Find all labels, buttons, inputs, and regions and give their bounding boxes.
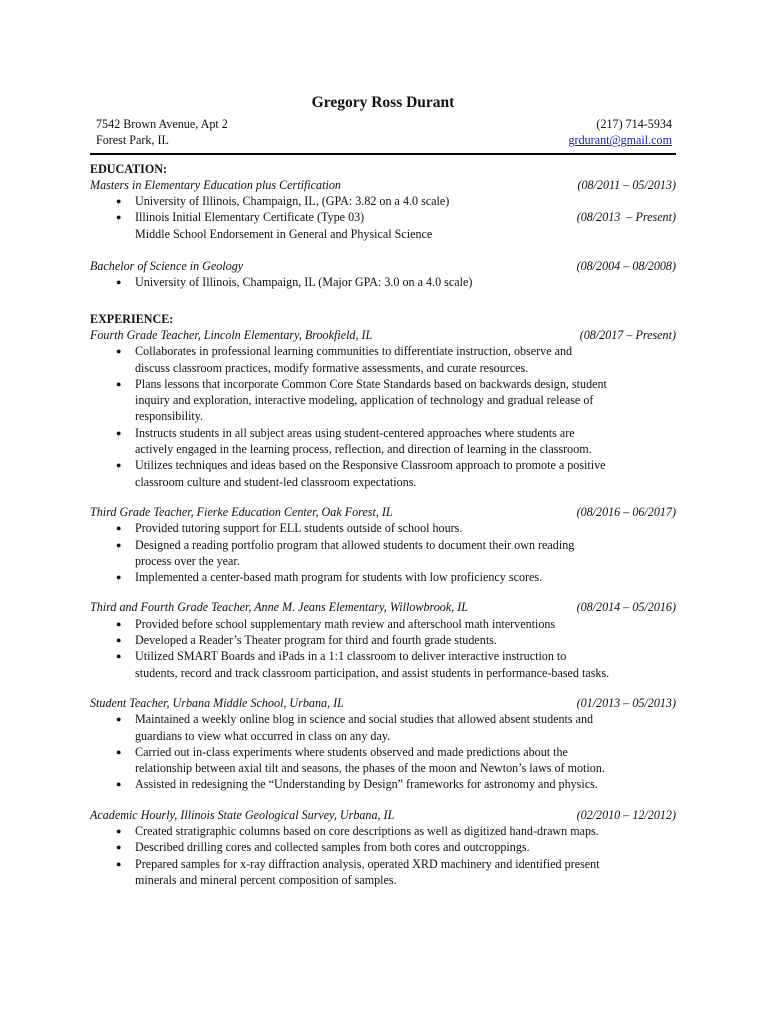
experience-heading: EXPERIENCE: — [90, 311, 174, 326]
bullet-line: Collaborates in professional learning communities to differentiate instruction, observe and — [135, 344, 573, 359]
bullet-icon: ● — [116, 779, 122, 790]
job-bullets — [90, 520, 676, 585]
address-block — [96, 116, 228, 149]
job-dates: (08/2014 – 05/2016) — [576, 600, 676, 615]
job-heading — [90, 599, 676, 615]
bullet-icon: ● — [116, 635, 122, 646]
list-item — [90, 537, 676, 570]
degree-title: Bachelor of Science in Geology — [90, 259, 244, 274]
degree-heading — [90, 177, 676, 193]
list-item — [90, 648, 676, 681]
job-bullets — [90, 823, 676, 888]
bullet-line: Developed a Reader’s Theater program for third and fourth grade students. — [135, 633, 497, 648]
bullet-icon: ● — [116, 523, 122, 534]
bullet-icon: ● — [116, 842, 122, 853]
job-heading — [90, 327, 676, 343]
bullet-icon: ● — [116, 212, 122, 223]
bullet-line: minerals and mineral percent composition of samples. — [135, 872, 397, 887]
email-link[interactable]: grdurant@gmail.com — [568, 133, 672, 148]
certificate-dates: (08/2013 – Present) — [576, 210, 676, 225]
education-heading: EDUCATION: — [90, 161, 168, 176]
job-dates: (08/2016 – 06/2017) — [576, 504, 676, 519]
experience-list — [90, 327, 676, 888]
degree-bullets — [90, 193, 676, 242]
list-item — [90, 425, 676, 458]
bullet-icon: ● — [116, 714, 122, 725]
bullet-icon: ● — [116, 746, 122, 757]
list-item — [90, 343, 676, 376]
job-dates: (01/2013 – 05/2013) — [576, 695, 676, 710]
degree-heading — [90, 258, 676, 274]
bullet-text: University of Illinois, Champaign, IL, (GPA: 3.82 on a 4.0 scale) — [135, 194, 450, 209]
bullet-line: responsibility. — [135, 409, 204, 424]
bullet-continuation: Middle School Endorsement in General and Physical Science — [135, 226, 433, 241]
list-item — [90, 632, 676, 648]
list-item — [90, 856, 676, 889]
job-title: Student Teacher, Urbana Middle School, Urbana, IL — [90, 695, 344, 710]
list-item — [90, 616, 676, 632]
bullet-text: Illinois Initial Elementary Certificate (Type 03) — [135, 210, 365, 225]
address-line-1: 7542 Brown Avenue, Apt 2 — [96, 117, 228, 131]
resume-page — [90, 93, 676, 888]
bullet-line: Instructs students in all subject areas using student-centered approaches where students are — [135, 425, 575, 440]
bullet-icon: ● — [116, 858, 122, 869]
job-bullets — [90, 711, 676, 792]
bullet-icon: ● — [116, 378, 122, 389]
bullet-icon: ● — [116, 572, 122, 583]
bullet-line: Designed a reading portfolio program that allowed students to document their own reading — [135, 537, 575, 552]
list-item — [90, 193, 676, 209]
job-bullets — [90, 343, 676, 490]
list-item — [90, 520, 676, 536]
bullet-text: University of Illinois, Champaign, IL (Major GPA: 3.0 on a 4.0 scale) — [135, 275, 473, 290]
bullet-icon: ● — [116, 539, 122, 550]
bullet-line: Implemented a center-based math program for students with low proficiency scores. — [135, 570, 543, 585]
bullet-line: Plans lessons that incorporate Common Core State Standards based on backwards design, student — [135, 376, 607, 391]
bullet-line: students, record and track classroom participation, and assist students in performance-based tasks. — [135, 665, 610, 680]
bullet-line: Provided tutoring support for ELL students outside of school hours. — [135, 521, 463, 536]
list-item — [90, 711, 676, 744]
address-line-2: Forest Park, IL — [96, 133, 169, 148]
job-bullets — [90, 616, 676, 681]
bullet-line: Described drilling cores and collected samples from both cores and outcroppings. — [135, 840, 530, 855]
degree-bullets — [90, 274, 676, 290]
bullet-line: Utilizes techniques and ideas based on the Responsive Classroom approach to promote a positive — [135, 458, 606, 473]
list-item — [90, 839, 676, 855]
bullet-line: Provided before school supplementary math review and afterschool math interventions — [135, 616, 556, 631]
list-item — [90, 209, 676, 242]
list-item — [90, 376, 676, 425]
job-heading — [90, 695, 676, 711]
resume-name: Gregory Ross Durant — [311, 94, 455, 111]
bullet-icon: ● — [116, 618, 122, 629]
bullet-line: discuss classroom practices, modify formative assessments, and curate resources. — [135, 360, 529, 375]
job-heading — [90, 807, 676, 823]
phone-email-block — [569, 116, 673, 149]
bullet-icon: ● — [116, 196, 122, 207]
degree-dates: (08/2004 – 08/2008) — [576, 259, 676, 274]
bullet-line: Assisted in redesigning the “Understanding by Design” frameworks for astronomy and physics. — [135, 777, 598, 792]
list-item — [90, 274, 676, 290]
bullet-line: Prepared samples for x-ray diffraction analysis, operated XRD machinery and identified present — [135, 856, 600, 871]
bullet-line: inquiry and exploration, interactive modeling, application of technology and gradual release of — [135, 393, 594, 408]
job-dates: (02/2010 – 12/2012) — [576, 807, 676, 822]
bullet-icon: ● — [116, 651, 122, 662]
degree-dates: (08/2011 – 05/2013) — [577, 177, 676, 192]
job-dates: (08/2017 – Present) — [579, 327, 676, 342]
list-item — [90, 457, 676, 490]
bullet-icon: ● — [116, 277, 122, 288]
list-item — [90, 823, 676, 839]
job-title: Fourth Grade Teacher, Lincoln Elementary, Brookfield, IL — [90, 327, 373, 342]
bullet-line: Carried out in-class experiments where students observed and made predictions about the — [135, 744, 568, 759]
list-item — [90, 569, 676, 585]
job-title: Third and Fourth Grade Teacher, Anne M. Jeans Elementary, Willowbrook, IL — [90, 600, 469, 615]
bullet-line: classroom culture and student-led classroom expectations. — [135, 474, 417, 489]
phone-number: (217) 714-5934 — [596, 117, 672, 131]
header-divider — [90, 153, 676, 155]
bullet-line: guardians to view what occurred in class on any day. — [135, 728, 391, 743]
list-item — [90, 776, 676, 792]
job-title: Third Grade Teacher, Fierke Education Center, Oak Forest, IL — [90, 504, 393, 519]
contact-block — [90, 116, 676, 149]
bullet-line: Utilized SMART Boards and iPads in a 1:1 classroom to deliver interactive instruction to — [135, 649, 567, 664]
bullet-line: Created stratigraphic columns based on core descriptions as well as digitized hand-drawn maps. — [135, 823, 599, 838]
job-title: Academic Hourly, Illinois State Geological Survey, Urbana, IL — [90, 807, 395, 822]
bullet-line: relationship between axial tilt and seasons, the phases of the moon and Newton’s laws of motion. — [135, 761, 605, 776]
job-heading — [90, 504, 676, 520]
bullet-line: Maintained a weekly online blog in science and social studies that allowed absent students and — [135, 712, 594, 727]
bullet-icon: ● — [116, 346, 122, 357]
bullet-icon: ● — [116, 460, 122, 471]
bullet-icon: ● — [116, 427, 122, 438]
bullet-line: actively engaged in the learning process, reflection, and direction of learning in the classroom. — [135, 442, 592, 457]
degree-title: Masters in Elementary Education plus Certification — [90, 177, 341, 192]
bullet-line: process over the year. — [135, 553, 240, 568]
bullet-icon: ● — [116, 825, 122, 836]
list-item — [90, 744, 676, 777]
